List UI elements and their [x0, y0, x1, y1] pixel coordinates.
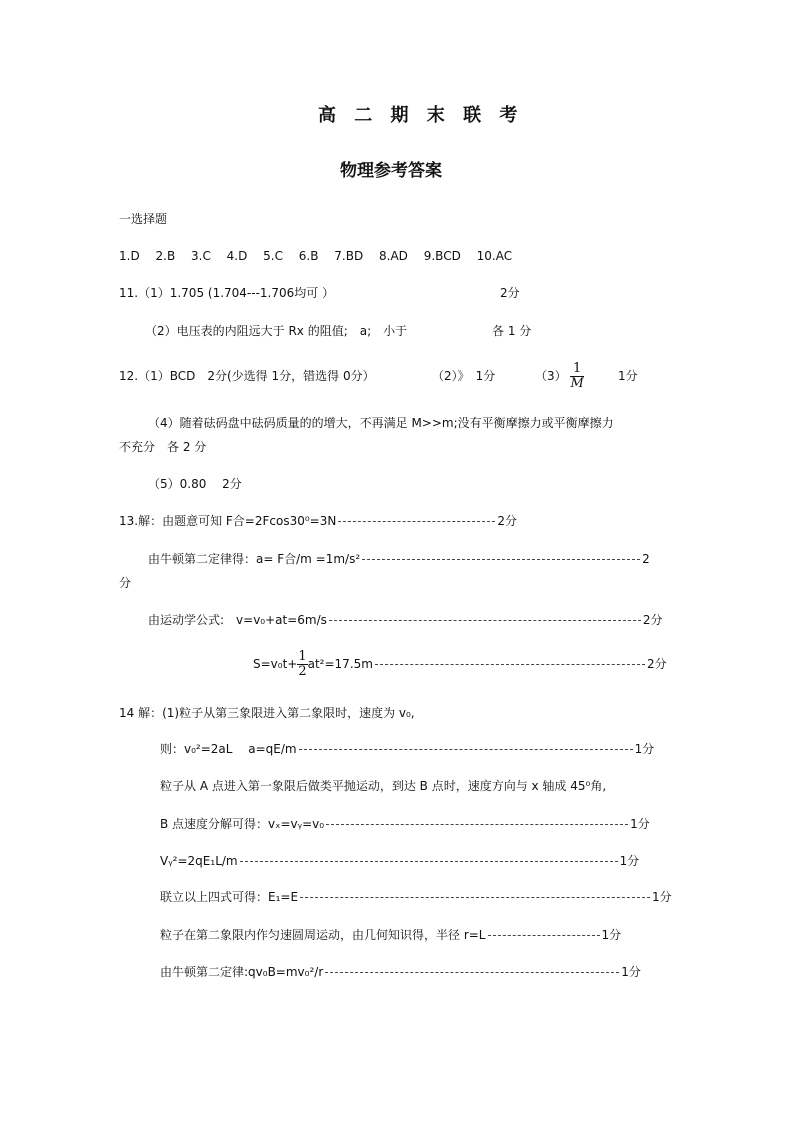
q14-line7-text: 粒子在第二象限内作匀速圆周运动，由几何知识得，半径 r=L [160, 928, 486, 942]
dotted-leader [362, 559, 640, 560]
q14-line5-score: 1分 [619, 854, 640, 868]
q13-line1-text: 13.解：由题意可知 F合=2Fcos30⁰=3N [119, 514, 337, 528]
q12-fraction [570, 362, 583, 391]
dotted-leader [488, 935, 600, 936]
q12-part5: （5）0.80 2分 [148, 477, 242, 491]
q13-line1 [119, 513, 517, 529]
q12-part1: 12.（1）BCD 2分(少选得 1分，错选得 0分） [119, 369, 375, 383]
q13-line2-score: 2 [642, 552, 650, 566]
section-heading: 一选择题 [119, 212, 168, 226]
q13-line3-text: 由运动学公式: v=v₀+at=6m/s [148, 613, 327, 627]
q14-line6-text: 联立以上四式可得：E₁=E [160, 890, 299, 904]
q12-part3 [535, 356, 584, 396]
choice-answers: 1.D 2.B 3.C 4.D 5.C 6.B 7.BD 8.AD 9.BCD 10.AC [119, 249, 513, 263]
q12-part4-line1: （4）随着砝码盘中砝码质量的的增大，不再满足 M>>m;没有平衡摩擦力或平衡摩擦力 [148, 416, 614, 430]
q14-line6 [160, 889, 672, 905]
q12-frac-num: 1 [570, 362, 583, 377]
q11-part1-score: 2分 [500, 286, 520, 300]
q14-line6-score: 1分 [652, 890, 672, 904]
q11-part2-score: 各 1 分 [492, 324, 532, 338]
q11-part1: 11.（1）1.705 (1.704---1.706均可 ） [119, 286, 335, 300]
dotted-leader [326, 824, 628, 825]
q14-line4-text: B 点速度分解可得：vₓ=vᵧ=v₀ [160, 817, 325, 831]
dotted-leader [375, 664, 645, 665]
q13-line4 [253, 642, 667, 686]
q12-frac-den: M [570, 376, 584, 391]
q14-line1: 14 解：(1)粒子从第三象限进入第二象限时，速度为 v₀, [119, 706, 415, 720]
dotted-leader [300, 897, 650, 898]
q12-part2: （2）》 1分 [432, 369, 496, 383]
q14-line8-score: 1分 [621, 965, 641, 979]
q14-line4 [160, 816, 650, 832]
q13-frac-num: 1 [298, 649, 307, 664]
q11-part2: （2）电压表的内阻远大于 Rx 的阻值; a; 小于 [145, 324, 408, 338]
q14-line5-text: Vᵧ²=2qE₁L/m [160, 854, 238, 868]
q14-line2-text: 则：v₀²=2aL a=qE/m [160, 742, 297, 756]
q13-line3-score: 2分 [642, 613, 663, 627]
q12-part3-prefix: （3） [535, 369, 567, 383]
q13-fraction [297, 650, 307, 679]
dotted-leader [338, 521, 495, 522]
q13-line2-text: 由牛顿第二定律得：a= F合/m =1m/s² [148, 552, 361, 566]
q14-line2 [160, 741, 654, 757]
q14-line8 [160, 964, 641, 980]
dotted-leader [325, 972, 619, 973]
page-title: 高 二 期 末 联 考 [318, 105, 524, 126]
q13-line1-score: 2分 [497, 514, 517, 528]
q13-line4-suffix: at²=17.5m [307, 657, 373, 671]
q14-line7 [160, 927, 621, 943]
q13-frac-den: 2 [298, 664, 307, 679]
q12-part4-line2: 不充分 各 2 分 [119, 440, 207, 454]
dotted-leader [299, 749, 633, 750]
dotted-leader [240, 861, 618, 862]
q14-line4-score: 1分 [630, 817, 650, 831]
q13-line2 [148, 551, 650, 567]
q14-line7-score: 1分 [601, 928, 622, 942]
q13-line4-score: 2分 [646, 657, 667, 671]
q14-line2-score: 1分 [634, 742, 655, 756]
q13-line4-prefix: S=v₀t+ [253, 657, 298, 671]
q14-line3: 粒子从 A 点进入第一象限后做类平抛运动，到达 B 点时，速度方向与 x 轴成 45⁰角, [160, 779, 607, 793]
q14-line8-text: 由牛顿第二定律:qv₀B=mv₀²/r [160, 965, 324, 979]
q14-line5 [160, 853, 639, 869]
dotted-leader [329, 620, 641, 621]
q12-part3-score: 1分 [618, 369, 638, 383]
q13-line2-wrap: 分 [119, 576, 132, 590]
q13-line3 [148, 612, 663, 628]
page-subtitle: 物理参考答案 [340, 161, 442, 181]
